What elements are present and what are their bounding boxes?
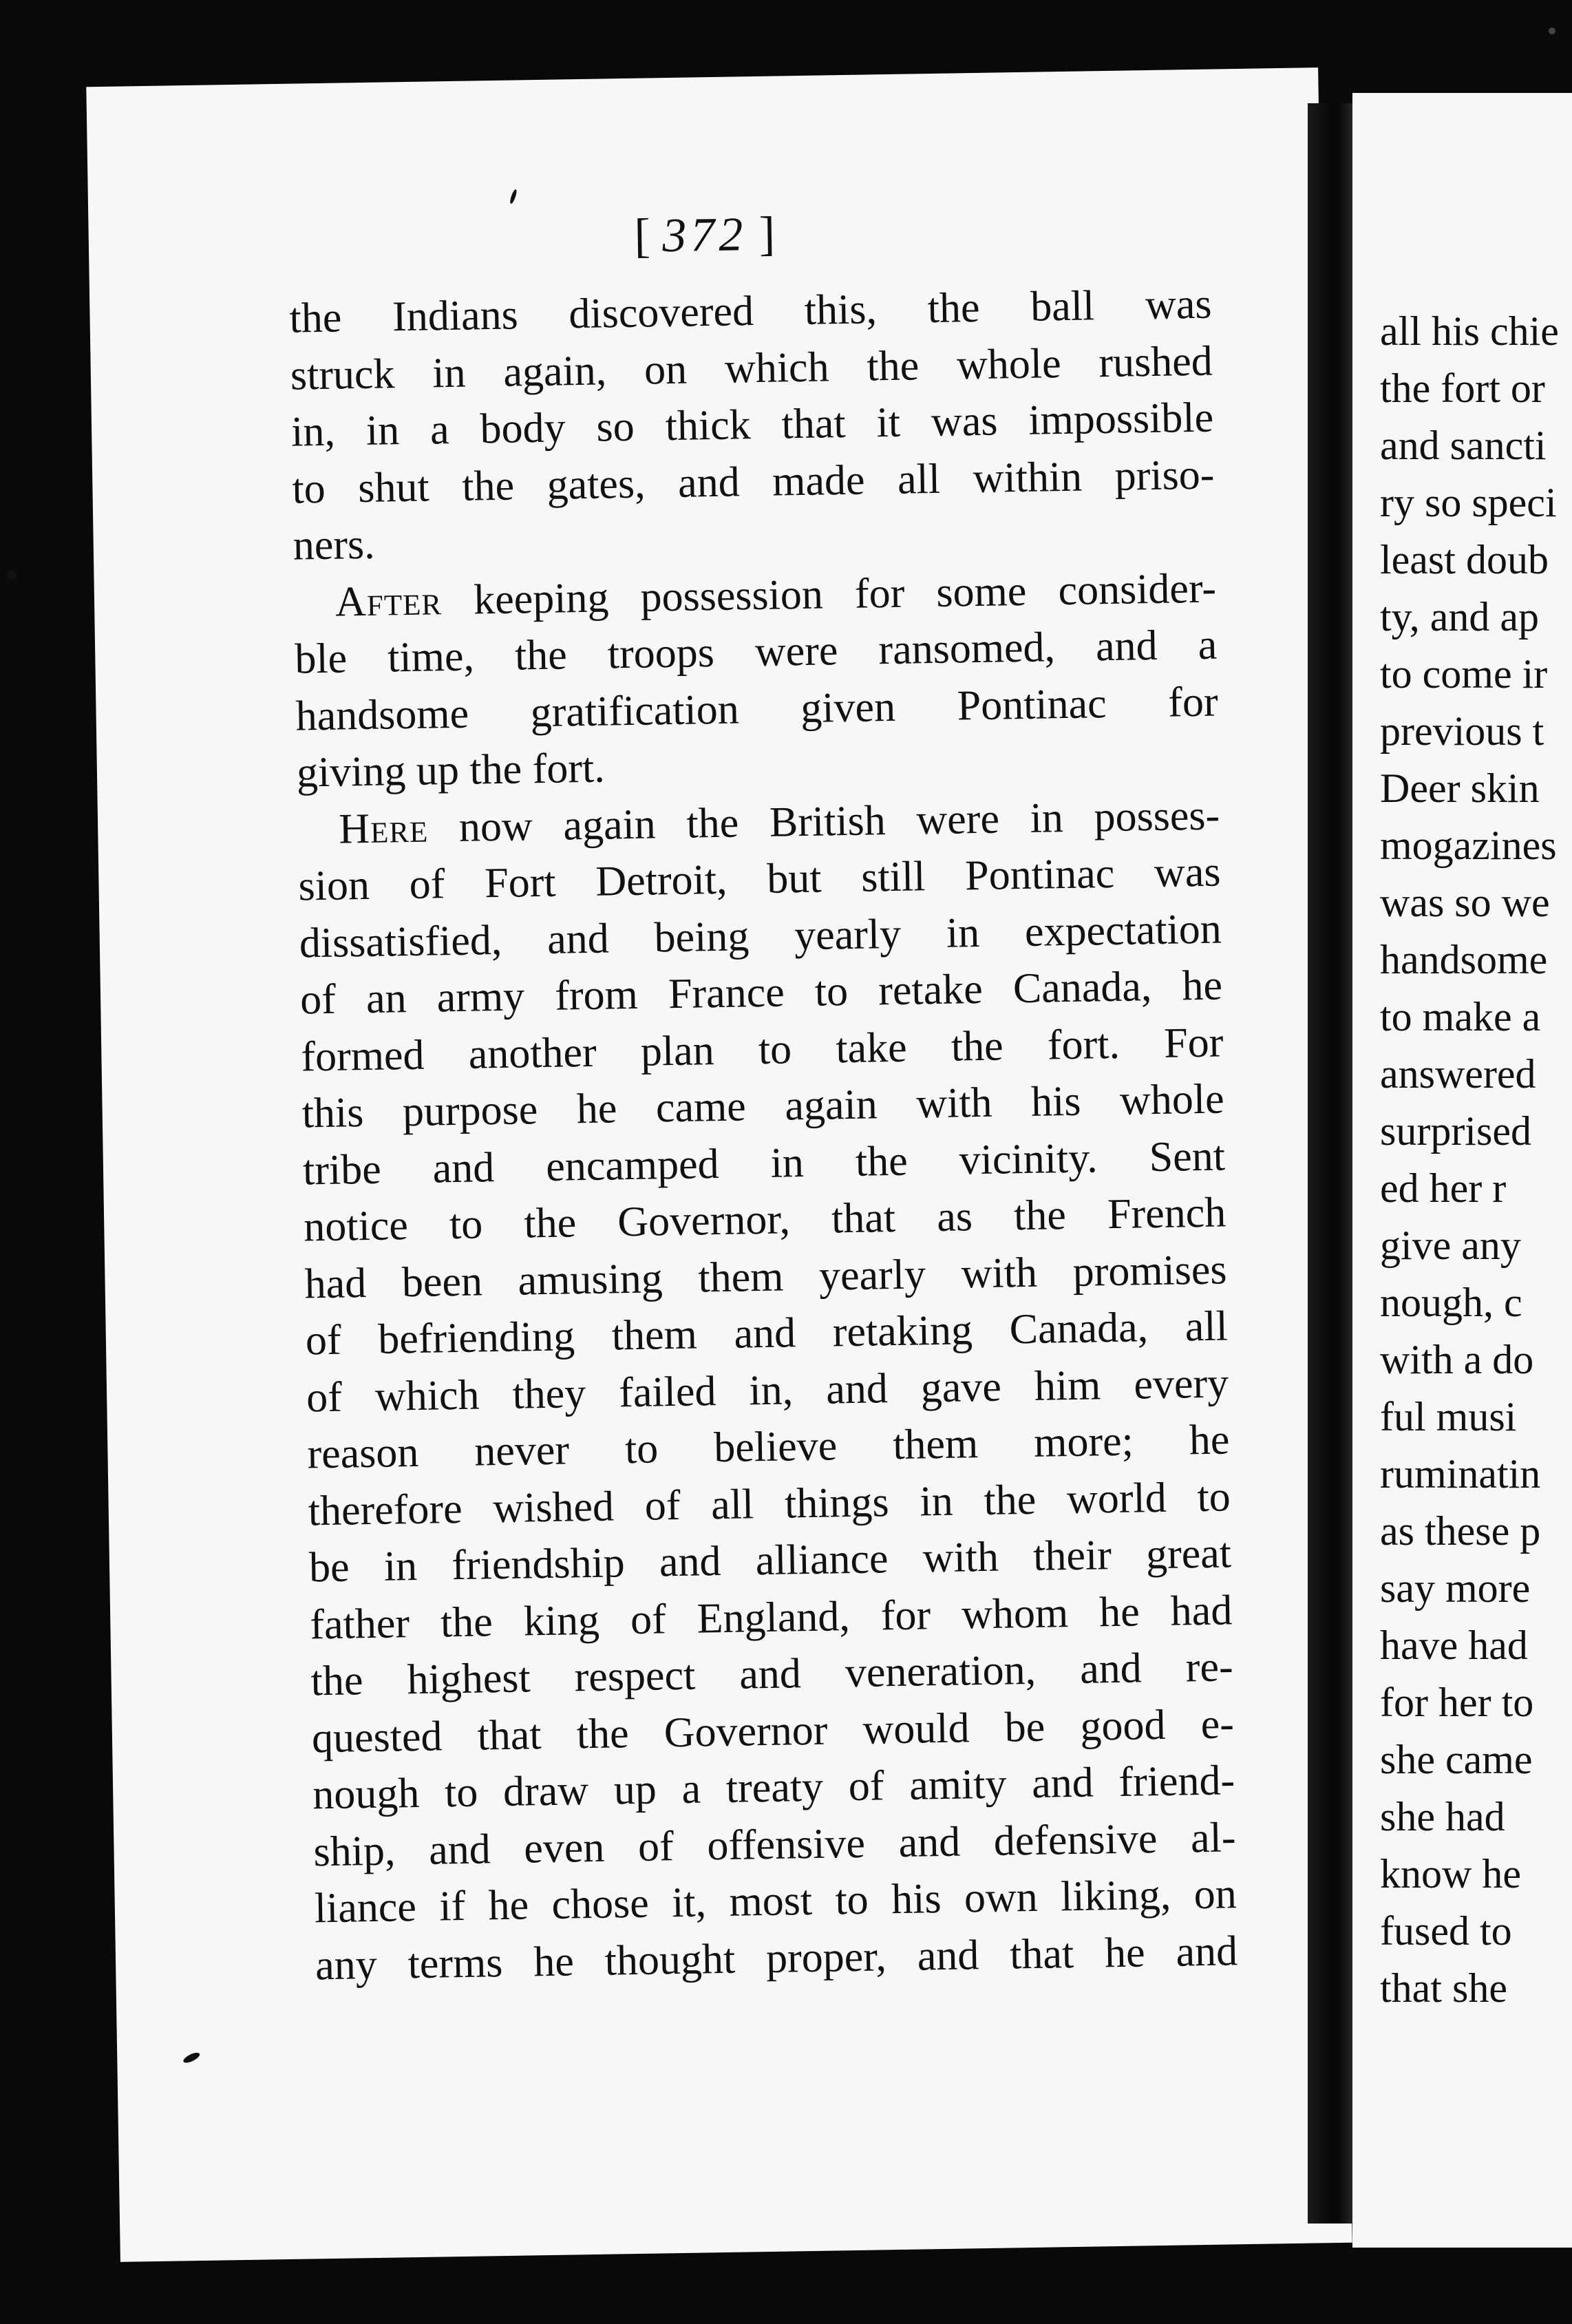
text-line: of which they failed in, and gave him every — [306, 1359, 1229, 1421]
page-number: 372 — [661, 208, 747, 263]
text-line: give any — [1380, 1223, 1521, 1268]
text-line: for her to — [1380, 1680, 1534, 1725]
left-bracket: [ — [633, 209, 663, 263]
ink-speck — [182, 2051, 201, 2064]
text-line: surprised — [1380, 1108, 1531, 1154]
text-line: nough to draw up a treaty of amity and friend- — [312, 1757, 1235, 1819]
text-line: to shut the gates, and made all within priso- — [291, 451, 1215, 513]
text-line: know he — [1380, 1851, 1521, 1897]
right-bracket: ] — [746, 207, 776, 262]
text-line: she had — [1380, 1794, 1505, 1839]
text-line: that she — [1380, 1965, 1507, 2011]
scan-speck — [1549, 28, 1555, 34]
text-line: fused to — [1380, 1908, 1512, 1954]
text-line: with a do — [1380, 1337, 1534, 1382]
left-page — [86, 67, 1352, 2262]
text-line: formed another plan to take the fort. For — [300, 1018, 1224, 1081]
text-line: as these p — [1380, 1508, 1541, 1554]
text-line: ty, and ap — [1380, 594, 1540, 640]
text-line: in, in a body so thick that it was impossible — [290, 394, 1214, 456]
text-line: ble time, the troops were ransomed, and a — [294, 621, 1218, 683]
text-line: the Indians discovered this, the ball was — [289, 280, 1212, 342]
scan-speck — [7, 570, 17, 580]
text-line: she came — [1380, 1737, 1533, 1782]
text-line: had been amusing them yearly with promises — [304, 1245, 1228, 1307]
body-text — [289, 276, 1238, 1994]
text-line: mogazines — [1380, 823, 1557, 868]
ink-speck — [509, 189, 518, 204]
text-line: be in friendship and alliance with their great — [308, 1530, 1232, 1592]
text-line: handsome gratification given Pontinac for — [295, 678, 1219, 740]
text-line-rest: keeping possession for some consider- — [441, 564, 1217, 624]
text-line: previous t — [1380, 708, 1544, 754]
text-line: have had — [1380, 1623, 1528, 1668]
text-line: ry so speci — [1380, 480, 1557, 525]
text-line: ful musi — [1380, 1394, 1517, 1439]
text-line: dissatisfied, and being yearly in expectation — [299, 905, 1222, 967]
text-line: ruminatin — [1380, 1451, 1541, 1497]
text-line: liance if he chose it, most to his own liking, on — [314, 1870, 1238, 1932]
text-line: nough, c — [1380, 1280, 1522, 1325]
text-line: reason never to believe them more; he — [306, 1416, 1230, 1478]
text-line: the highest respect and veneration, and re- — [310, 1643, 1234, 1705]
text-line: ship, and even of offensive and defensive al- — [313, 1813, 1236, 1875]
text-line: struck in again, on which the whole rushed — [290, 337, 1213, 399]
text-line-rest: now again the British were in posses- — [427, 792, 1220, 852]
text-line: to make a — [1380, 994, 1541, 1039]
text-line: giving up the fort. — [296, 744, 606, 796]
right-page-edge — [1352, 93, 1572, 2248]
text-line: was so we — [1380, 880, 1550, 925]
text-line: handsome — [1380, 937, 1548, 982]
text-line: father the king of England, for whom he had — [309, 1586, 1233, 1648]
text-line: ners. — [293, 520, 376, 569]
text-line: of an army from France to retake Canada, he — [299, 962, 1223, 1024]
text-line: say more — [1380, 1565, 1531, 1611]
book-gutter — [1308, 103, 1356, 2223]
text-line: all his chie — [1380, 308, 1559, 354]
text-line: notice to the Governor, that as the French — [303, 1189, 1226, 1251]
text-line: least doub — [1380, 537, 1549, 582]
text-line: this purpose he came again with his whole — [301, 1075, 1225, 1137]
text-line: of befriending them and retaking Canada, all — [305, 1302, 1229, 1364]
text-line: the fort or — [1380, 366, 1545, 411]
text-line: tribe and encamped in the vicinity. Sent — [302, 1132, 1226, 1194]
right-page-text — [1380, 303, 1559, 2017]
paragraph-lead-word: After — [334, 576, 443, 626]
text-line: therefore wished of all things in the world to — [308, 1472, 1231, 1534]
text-line: and sancti — [1380, 423, 1547, 468]
text-line: ed her r — [1380, 1165, 1507, 1211]
text-line: Deer skin — [1380, 765, 1540, 811]
text-line: any terms he thought proper, and that he and — [315, 1927, 1238, 1989]
paragraph-lead-word: Here — [338, 804, 429, 853]
page-header — [88, 198, 1321, 273]
text-line: quested that the Governor would be good e- — [311, 1700, 1235, 1762]
text-line: answered — [1380, 1051, 1536, 1097]
text-line: sion of Fort Detroit, but still Pontinac was — [298, 848, 1221, 910]
text-line: to come ir — [1380, 651, 1548, 697]
